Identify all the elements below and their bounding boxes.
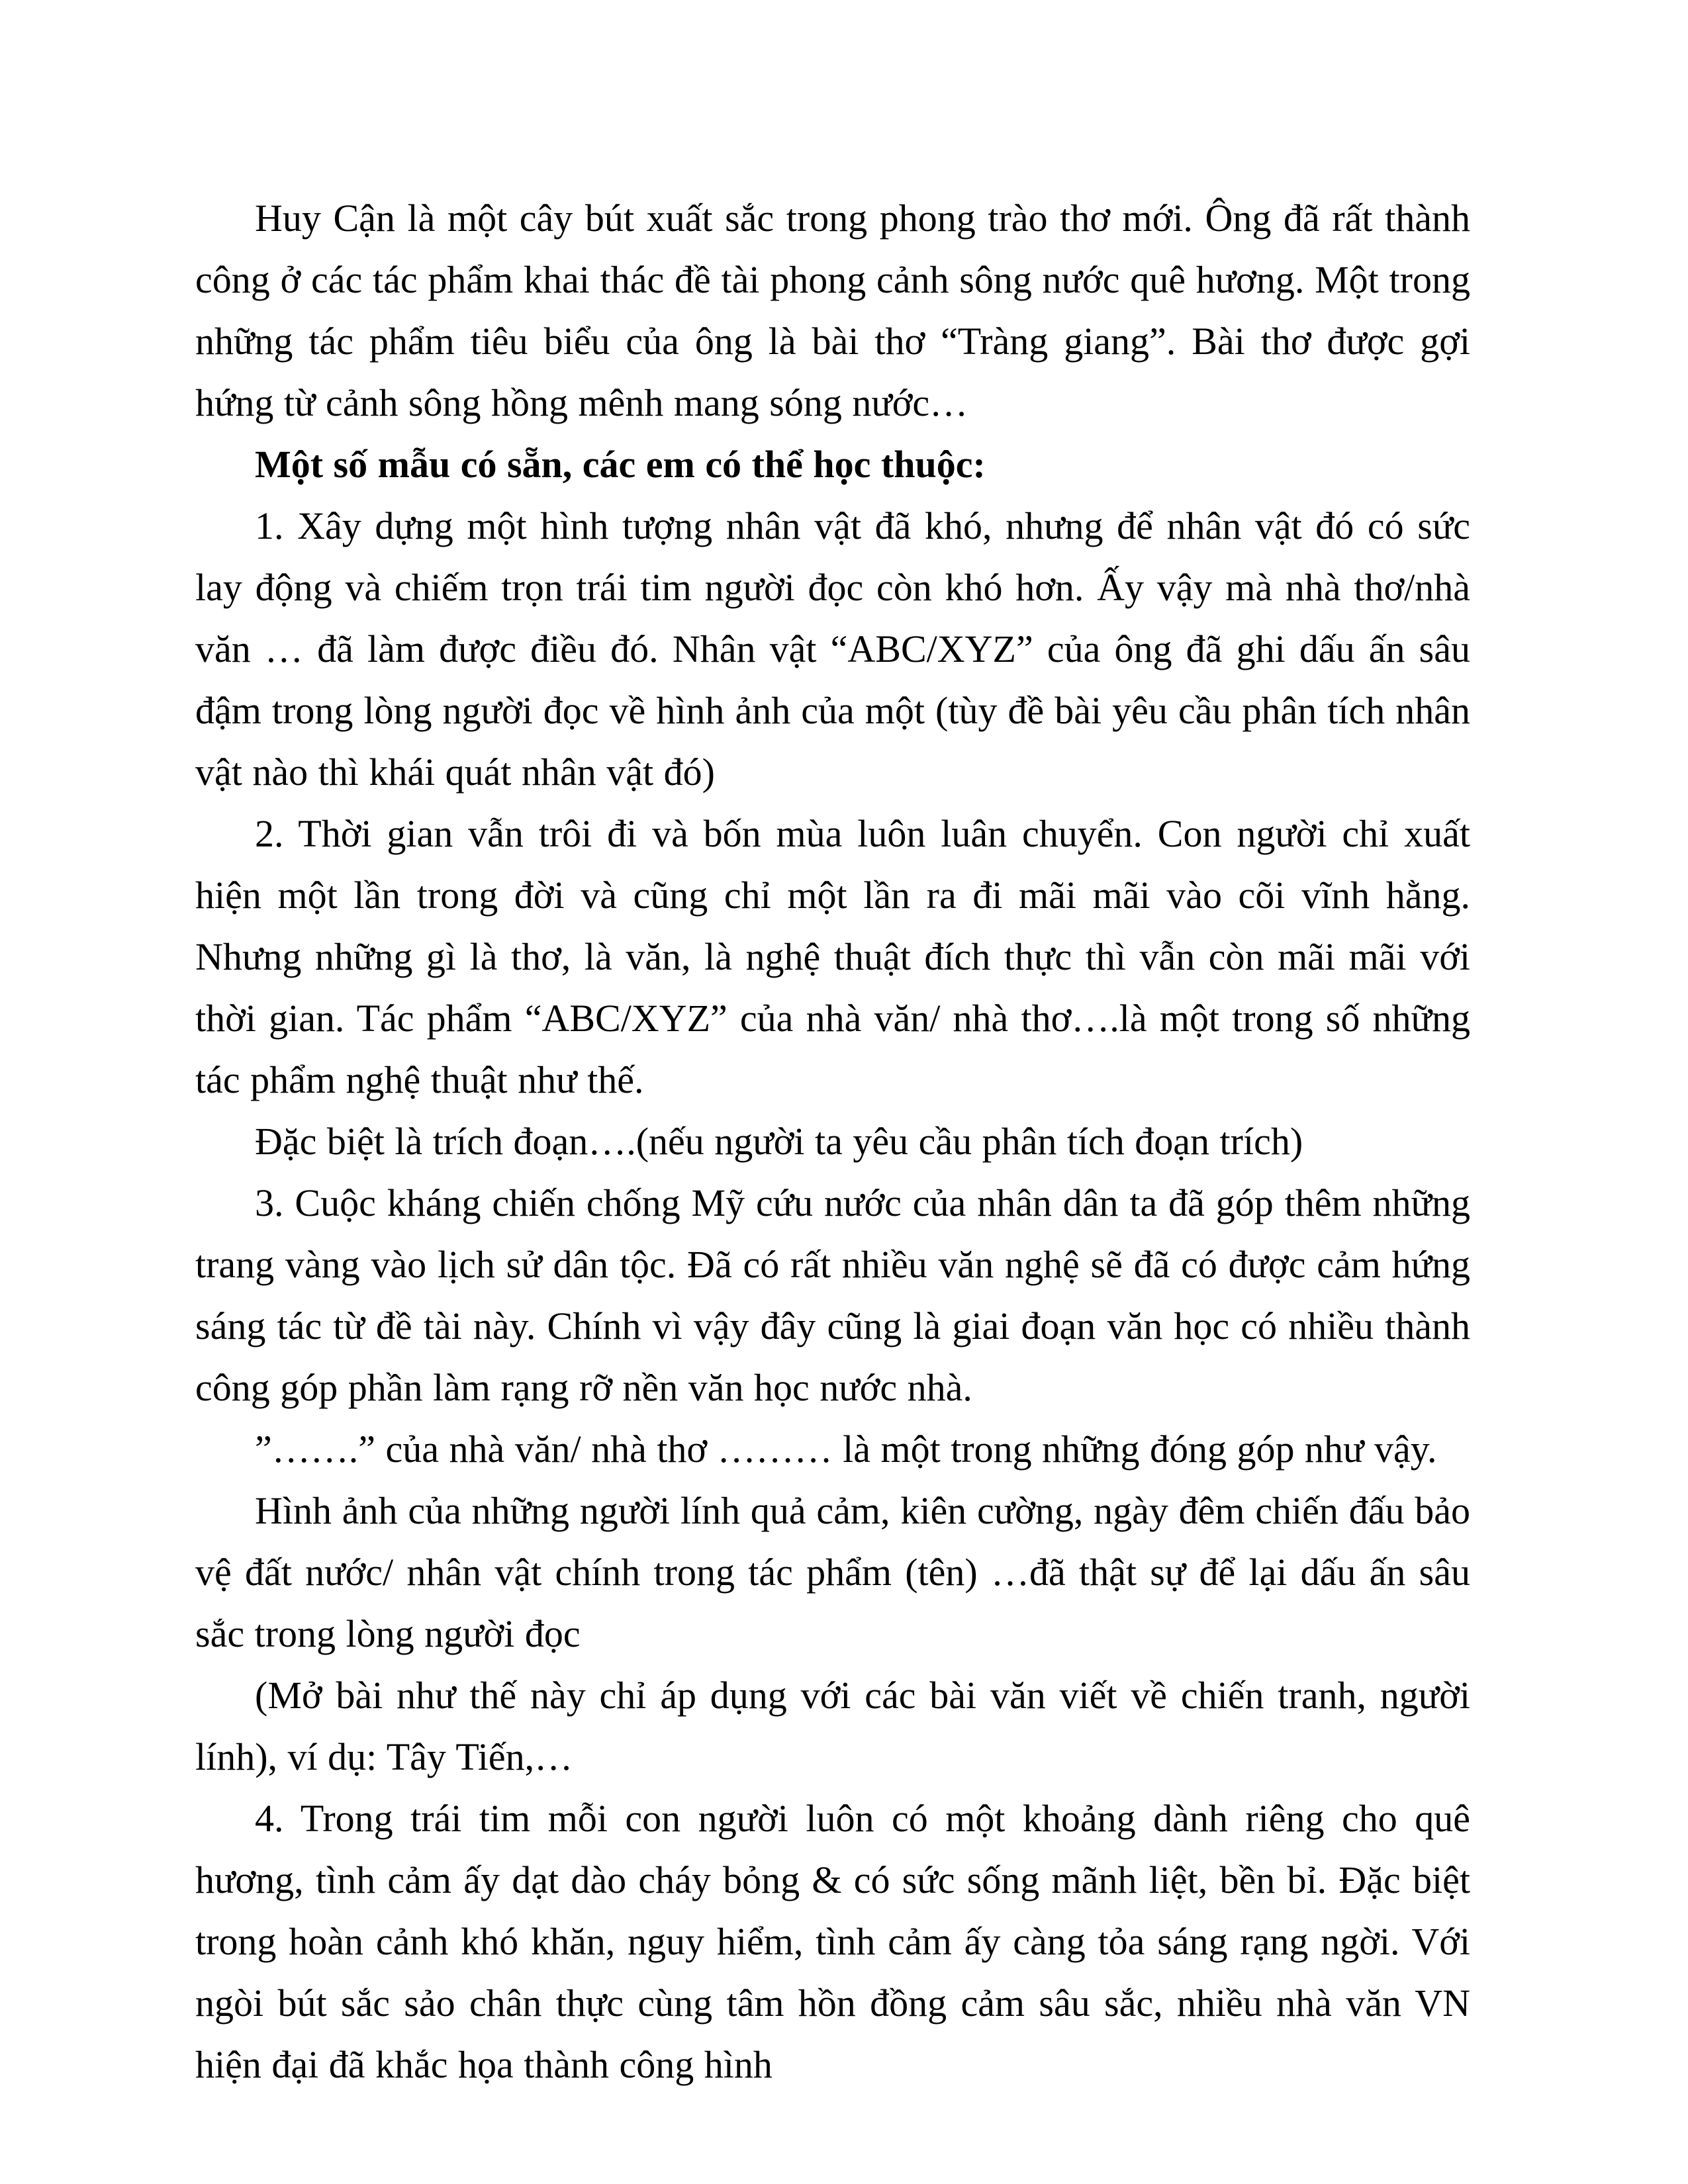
paragraph-sample-4: 4. Trong trái tim mỗi con người luôn có một khoảng dành riêng cho quê hương, tình cảm ấy dạt dào cháy bỏng & có sức sống mãnh liệt, bền bỉ. Đặc biệt trong hoàn cảnh khó khăn, nguy hiểm, tình cảm ấy càng tỏa sáng rạng ngời. Với ngòi bút sắc sảo chân thực cùng tâm hồn đồng cảm sâu sắc, nhiều nhà văn VN hiện đại đã khắc họa thành công hình (195, 1797, 1470, 2086)
paragraph-sample-3: 3. Cuộc kháng chiến chống Mỹ cứu nước của nhân dân ta đã góp thêm những trang vàng vào lịch sử dân tộc. Đã có rất nhiều văn nghệ sẽ đã có được cảm hứng sáng tác từ đề tài này. Chính vì vậy đây cũng là giai đoạn văn học có nhiều thành công góp phần làm rạng rỡ nền văn học nước nhà. (195, 1181, 1470, 1409)
paragraph-sample-1: 1. Xây dựng một hình tượng nhân vật đã khó, nhưng để nhân vật đó có sức lay động và chiếm trọn trái tim người đọc còn khó hơn. Ấy vậy mà nhà thơ/nhà văn … đã làm được điều đó. Nhân vật “ABC/XYZ” của ông đã ghi dấu ấn sâu đậm trong lòng người đọc về hình ảnh của một (tùy đề bài yêu cầu phân tích nhân vật nào thì khái quát nhân vật đó) (195, 504, 1470, 794)
paragraph-sample-3-soldier-image: Hình ảnh của những người lính quả cảm, kiên cường, ngày đêm chiến đấu bảo vệ đất nước/ nhân vật chính trong tác phẩm (tên) …đã thật sự để lại dấu ấn sâu sắc trong lòng người đọc (195, 1489, 1470, 1655)
paragraph-sample-3-usage-note: (Mở bài như thế này chỉ áp dụng với các bài văn viết về chiến tranh, người lính), ví dụ: Tây Tiến,… (195, 1674, 1470, 1778)
document-text-block (195, 187, 1470, 2095)
paragraph-intro-huy-can: Huy Cận là một cây bút xuất sắc trong phong trào thơ mới. Ông đã rất thành công ở các tác phẩm khai thác đề tài phong cảnh sông nước quê hương. Một trong những tác phẩm tiêu biểu của ông là bài thơ “Tràng giang”. Bài thơ được gợi hứng từ cảnh sông hồng mênh mang sóng nước… (195, 197, 1470, 424)
paragraph-sample-3-fill-line: ”…….” của nhà văn/ nhà thơ ……… là một trong những đóng góp như vậy. (255, 1428, 1437, 1471)
heading-sample-openings: Một số mẫu có sẵn, các em có thể học thuộc: (255, 443, 986, 486)
paragraph-sample-2: 2. Thời gian vẫn trôi đi và bốn mùa luôn luân chuyển. Con người chỉ xuất hiện một lần trong đời và cũng chỉ một lần ra đi mãi mãi vào cõi vĩnh hằng. Nhưng những gì là thơ, là văn, là nghệ thuật đích thực thì vẫn còn mãi mãi với thời gian. Tác phẩm “ABC/XYZ” của nhà văn/ nhà thơ….là một trong số những tác phẩm nghệ thuật như thế. (195, 812, 1470, 1101)
paragraph-sample-2-note: Đặc biệt là trích đoạn….(nếu người ta yêu cầu phân tích đoạn trích) (255, 1120, 1303, 1163)
